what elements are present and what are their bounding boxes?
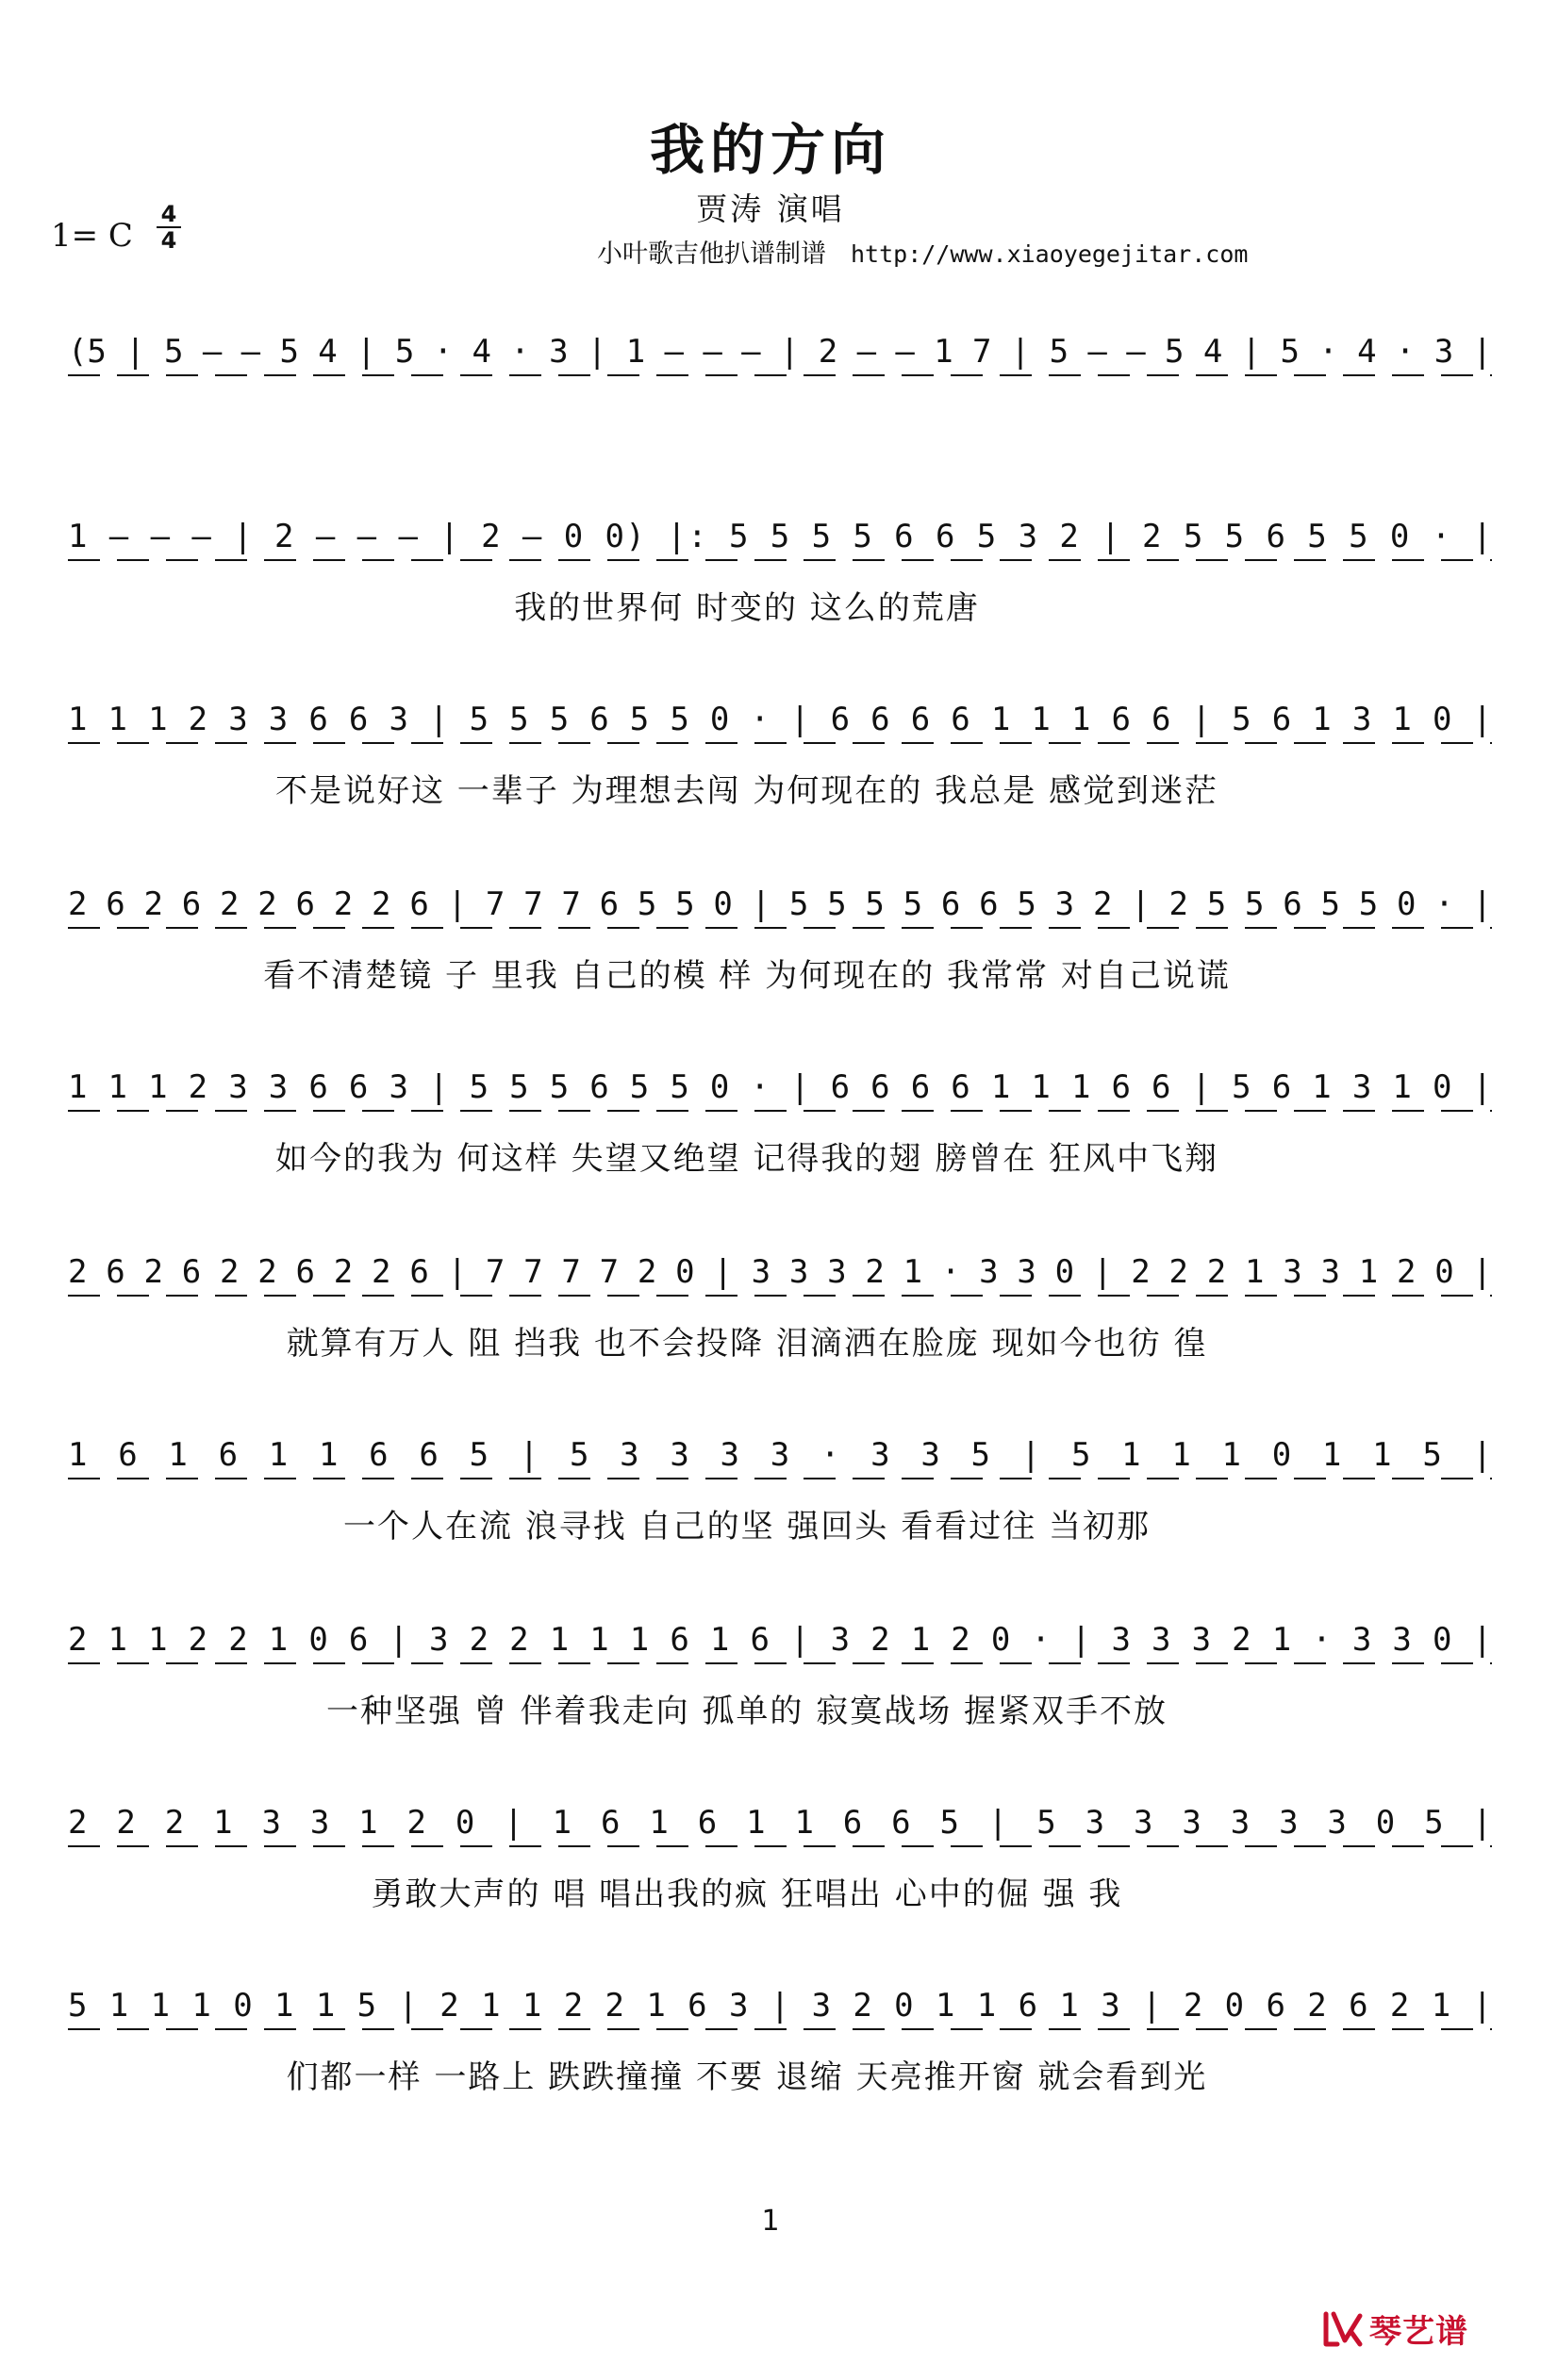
lyric-row: 就算有万人 阻 挡我 也不会投降 泪滴洒在脸庞 现如今也彷 徨 (286, 1325, 1208, 1363)
lyric-row: 们都一样 一路上 跌跌撞撞 不要 退缩 天亮推开窗 就会看到光 (286, 2058, 1208, 2096)
song-title: 我的方向 (649, 118, 891, 182)
page-number: 1 (761, 2205, 780, 2238)
notation-row: 5 1 1 1 0 1 1 5 | 2 1 1 2 2 1 6 3 | 3 2 0 1 1 6 1 3 | 2 0 6 2 6 2 1 | (68, 1987, 1492, 2025)
logo-text: 琴艺谱 (1369, 2313, 1468, 2351)
key-signature: 1= C (51, 217, 133, 255)
lyric-row: 看不清楚镜 子 里我 自己的模 样 为何现在的 我常常 对自己说谎 (263, 957, 1231, 995)
time-signature-bottom: 4 (160, 227, 177, 254)
site-logo (1322, 2306, 1468, 2352)
notation-row: 2 2 2 1 3 3 1 2 0 | 1 6 1 6 1 1 6 6 5 | 5 3 3 3 3 3 3 0 5 | (68, 1804, 1492, 1842)
notation-row: 1 1 1 2 3 3 6 6 3 | 5 5 5 6 5 5 0 · | 6 6 6 6 1 1 1 6 6 | 5 6 1 3 1 0 | (68, 1068, 1492, 1106)
notation-row: 2 6 2 6 2 2 6 2 2 6 | 7 7 7 7 2 0 | 3 3 3 2 1 · 3 3 0 | 2 2 2 1 3 3 1 2 0 | (68, 1253, 1492, 1291)
arranger-name: 小叶歌吉他扒谱制谱 (597, 240, 826, 269)
lyric-row: 如今的我为 何这样 失望又绝望 记得我的翅 膀曾在 狂风中飞翔 (274, 1140, 1219, 1178)
notation-row: 1 – – – | 2 – – – | 2 – 0 0) |: 5 5 5 5 6 6 5 3 2 | 2 5 5 6 5 5 0 · | (68, 518, 1492, 555)
notation-row: 2 6 2 6 2 2 6 2 2 6 | 7 7 7 6 5 5 0 | 5 5 5 5 6 6 5 3 2 | 2 5 5 6 5 5 0 · | (68, 885, 1492, 923)
arranger-url: http://www.xiaoyegejitar.com (851, 240, 1249, 268)
lyric-row: 不是说好这 一辈子 为理想去闯 为何现在的 我总是 感觉到迷茫 (274, 772, 1219, 810)
lyric-row: 我的世界何 时变的 这么的荒唐 (514, 589, 980, 627)
notation-row: 1 6 1 6 1 1 6 6 5 | 5 3 3 3 3 · 3 3 5 | 5 1 1 1 0 1 1 5 | (68, 1436, 1492, 1474)
notation-row: 2 1 1 2 2 1 0 6 | 3 2 2 1 1 1 6 1 6 | 3 2 1 2 0 · | 3 3 3 2 1 · 3 3 0 | (68, 1621, 1492, 1659)
lyric-row: 勇敢大声的 唱 唱出我的疯 狂唱出 心中的倔 强 我 (371, 1876, 1123, 1913)
notation-row: (5 | 5 – – 5 4 | 5 · 4 · 3 | 1 – – – | 2 – – 1 7 | 5 – – 5 4 | 5 · 4 · 3 | (68, 333, 1492, 371)
performer-credit: 贾涛 演唱 (696, 190, 845, 227)
time-signature-top: 4 (160, 201, 177, 227)
logo-icon (1322, 2310, 1364, 2348)
notation-row: 1 1 1 2 3 3 6 6 3 | 5 5 5 6 5 5 0 · | 6 6 6 6 1 1 1 6 6 | 5 6 1 3 1 0 | (68, 701, 1492, 738)
lyric-row: 一个人在流 浪寻找 自己的坚 强回头 看看过往 当初那 (342, 1508, 1152, 1545)
lyric-row: 一种坚强 曾 伴着我走向 孤单的 寂寞战场 握紧双手不放 (325, 1693, 1168, 1730)
